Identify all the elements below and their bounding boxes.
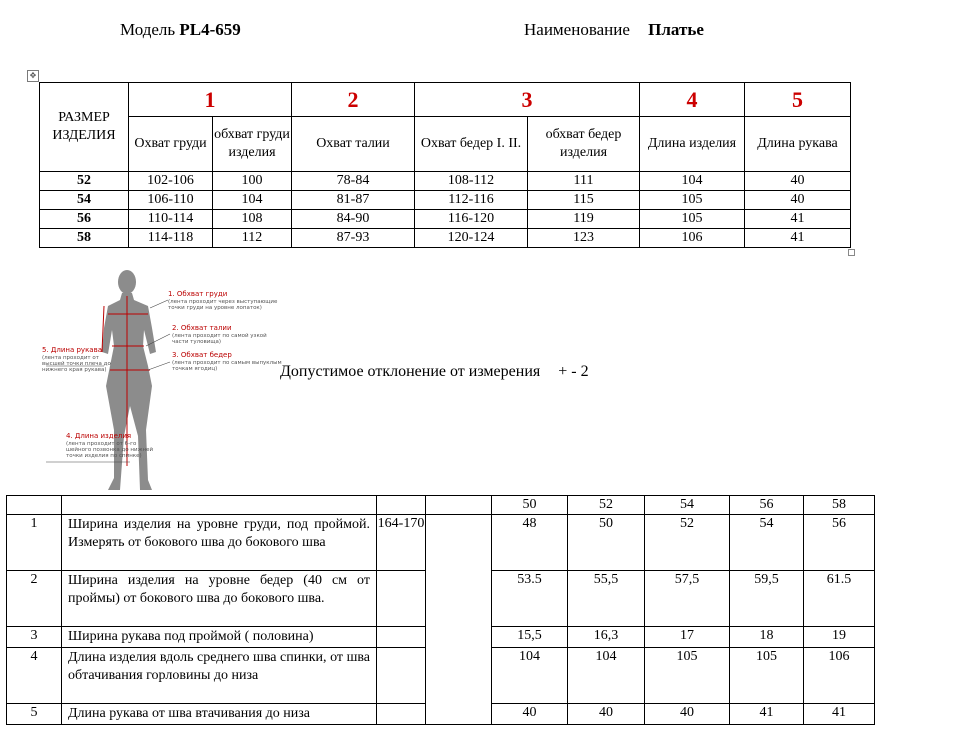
table-cell: 41 bbox=[730, 704, 804, 725]
row-description: Ширина изделия на уровне бедер (40 см от проймы) от бокового шва до бокового шва. bbox=[62, 571, 377, 627]
group-number: 3 bbox=[415, 83, 640, 117]
table-cell: 48 bbox=[492, 515, 568, 571]
model-label: Модель bbox=[120, 20, 176, 39]
size-header: 50 bbox=[492, 496, 568, 515]
size-cell: 58 bbox=[40, 229, 129, 248]
table-row bbox=[7, 515, 875, 571]
figure-note: нижнего края рукава) bbox=[42, 367, 107, 373]
size-header: 56 bbox=[730, 496, 804, 515]
model-value: PL4-659 bbox=[179, 20, 241, 39]
height-range: 164-170 bbox=[377, 515, 426, 571]
table-cell: 106 bbox=[640, 229, 745, 248]
row-number: 5 bbox=[7, 704, 62, 725]
size-table bbox=[39, 82, 851, 248]
figure-note: точки изделия по спинке) bbox=[66, 453, 142, 459]
table-cell bbox=[62, 496, 377, 515]
table-cell: 110-114 bbox=[129, 210, 213, 229]
size-header: 52 bbox=[568, 496, 645, 515]
table-cell: 87-93 bbox=[292, 229, 415, 248]
model-heading bbox=[120, 20, 241, 40]
table-cell: 53.5 bbox=[492, 571, 568, 627]
size-cell: 56 bbox=[40, 210, 129, 229]
group-number: 1 bbox=[129, 83, 292, 117]
row-description: Длина изделия вдоль среднего шва спинки, от шва обтачивания горловины до низа bbox=[62, 648, 377, 704]
table-cell bbox=[377, 571, 426, 627]
table-cell: 105 bbox=[730, 648, 804, 704]
table-cell: 104 bbox=[568, 648, 645, 704]
figure-note: высшей точки плеча до bbox=[42, 361, 111, 367]
size-header: 54 bbox=[645, 496, 730, 515]
table-cell: 106-110 bbox=[129, 191, 213, 210]
table-cell: 105 bbox=[645, 648, 730, 704]
table-cell: 108-112 bbox=[415, 172, 528, 191]
name-value: Платье bbox=[648, 20, 704, 39]
table-cell: 15,5 bbox=[492, 627, 568, 648]
column-header: Длина изделия bbox=[640, 117, 745, 172]
row-number: 3 bbox=[7, 627, 62, 648]
table-cell bbox=[7, 496, 62, 515]
table-cell: 123 bbox=[528, 229, 640, 248]
group-number: 4 bbox=[640, 83, 745, 117]
figure-label: 2. Обхват талии bbox=[172, 324, 232, 332]
table-cell: 84-90 bbox=[292, 210, 415, 229]
table-cell: 115 bbox=[528, 191, 640, 210]
table-cell: 111 bbox=[528, 172, 640, 191]
table-cell: 78-84 bbox=[292, 172, 415, 191]
column-header: Охват груди bbox=[129, 117, 213, 172]
column-header: обхват бедер изделия bbox=[528, 117, 640, 172]
table-cell: 17 bbox=[645, 627, 730, 648]
table-cell: 105 bbox=[640, 210, 745, 229]
figure-label: 5. Длина рукава bbox=[42, 346, 103, 354]
tolerance-value: + - 2 bbox=[558, 363, 589, 380]
table-row bbox=[40, 229, 851, 248]
table-cell: 106 bbox=[804, 648, 875, 704]
group-number: 2 bbox=[292, 83, 415, 117]
table-cell: 50 bbox=[568, 515, 645, 571]
table-cell bbox=[377, 648, 426, 704]
figure-note: (лента проходит от 6-го bbox=[66, 441, 137, 447]
table-header-row bbox=[7, 496, 875, 515]
figure-label: 4. Длина изделия bbox=[66, 432, 132, 440]
figure-note: (лента проходит по самым выпуклым bbox=[172, 360, 282, 366]
column-header: Охват бедер I. II. bbox=[415, 117, 528, 172]
tolerance-note bbox=[280, 363, 589, 381]
table-cell: 61.5 bbox=[804, 571, 875, 627]
table-cell: 105 bbox=[640, 191, 745, 210]
table-cell: 55,5 bbox=[568, 571, 645, 627]
table-cell: 40 bbox=[645, 704, 730, 725]
table-cell: 40 bbox=[492, 704, 568, 725]
table-cell: 57,5 bbox=[645, 571, 730, 627]
table-cell: 108 bbox=[213, 210, 292, 229]
figure-note: точки груди на уровне лопаток) bbox=[168, 305, 262, 311]
table-move-handle-icon[interactable]: ✥ bbox=[27, 70, 39, 82]
table-cell: 19 bbox=[804, 627, 875, 648]
table-cell: 119 bbox=[528, 210, 640, 229]
table-cell bbox=[426, 496, 492, 515]
table-cell: 16,3 bbox=[568, 627, 645, 648]
figure-note: части туловища) bbox=[172, 339, 222, 345]
table-cell: 54 bbox=[730, 515, 804, 571]
table-cell: 114-118 bbox=[129, 229, 213, 248]
table-cell bbox=[377, 704, 426, 725]
table-cell: 40 bbox=[745, 172, 851, 191]
table-cell: 40 bbox=[745, 191, 851, 210]
figure-note: шейного позвонка до нижней bbox=[66, 447, 154, 453]
measurement-table bbox=[6, 495, 875, 725]
table-row bbox=[40, 210, 851, 229]
measurement-figure bbox=[40, 266, 282, 491]
table-cell: 41 bbox=[804, 704, 875, 725]
column-header: обхват груди изделия bbox=[213, 117, 292, 172]
table-cell: 104 bbox=[213, 191, 292, 210]
size-header: 58 bbox=[804, 496, 875, 515]
table-cell: 104 bbox=[492, 648, 568, 704]
table-row bbox=[40, 191, 851, 210]
figure-note: (лента проходит от bbox=[42, 355, 99, 361]
size-cell: 52 bbox=[40, 172, 129, 191]
table-cell bbox=[377, 496, 426, 515]
table-cell: 52 bbox=[645, 515, 730, 571]
figure-note: точкам ягодиц) bbox=[172, 366, 218, 372]
table-cell: 40 bbox=[568, 704, 645, 725]
column-header: Охват талии bbox=[292, 117, 415, 172]
figure-note: (лента проходит через выступающие bbox=[168, 299, 278, 305]
product-name-heading bbox=[524, 20, 704, 40]
size-header-cell: РАЗМЕР ИЗДЕЛИЯ bbox=[40, 83, 129, 172]
table-cell: 56 bbox=[804, 515, 875, 571]
row-description: Длина рукава от шва втачивания до низа bbox=[62, 704, 377, 725]
table-cell: 112 bbox=[213, 229, 292, 248]
row-number: 1 bbox=[7, 515, 62, 571]
name-label: Наименование bbox=[524, 20, 630, 39]
table-row bbox=[40, 172, 851, 191]
table-cell bbox=[426, 515, 492, 725]
table-cell: 100 bbox=[213, 172, 292, 191]
table-cell: 41 bbox=[745, 229, 851, 248]
table-cell: 104 bbox=[640, 172, 745, 191]
figure-label: 1. Обхват груди bbox=[168, 290, 228, 298]
column-header: Длина рукава bbox=[745, 117, 851, 172]
group-number: 5 bbox=[745, 83, 851, 117]
table-resize-handle[interactable] bbox=[848, 249, 855, 256]
table-cell: 112-116 bbox=[415, 191, 528, 210]
table-cell bbox=[377, 627, 426, 648]
row-number: 4 bbox=[7, 648, 62, 704]
tolerance-text: Допустимое отклонение от измерения bbox=[280, 363, 541, 380]
table-cell: 116-120 bbox=[415, 210, 528, 229]
row-description: Ширина рукава под проймой ( половина) bbox=[62, 627, 377, 648]
row-description: Ширина изделия на уровне груди, под проймой. Измерять от бокового шва до бокового шва bbox=[62, 515, 377, 571]
figure-note: (лента проходит по самой узкой bbox=[172, 333, 267, 339]
table-cell: 102-106 bbox=[129, 172, 213, 191]
table-cell: 59,5 bbox=[730, 571, 804, 627]
table-cell: 120-124 bbox=[415, 229, 528, 248]
table-cell: 81-87 bbox=[292, 191, 415, 210]
table-cell: 18 bbox=[730, 627, 804, 648]
row-number: 2 bbox=[7, 571, 62, 627]
size-cell: 54 bbox=[40, 191, 129, 210]
table-cell: 41 bbox=[745, 210, 851, 229]
figure-label: 3. Обхват бедер bbox=[172, 351, 232, 359]
